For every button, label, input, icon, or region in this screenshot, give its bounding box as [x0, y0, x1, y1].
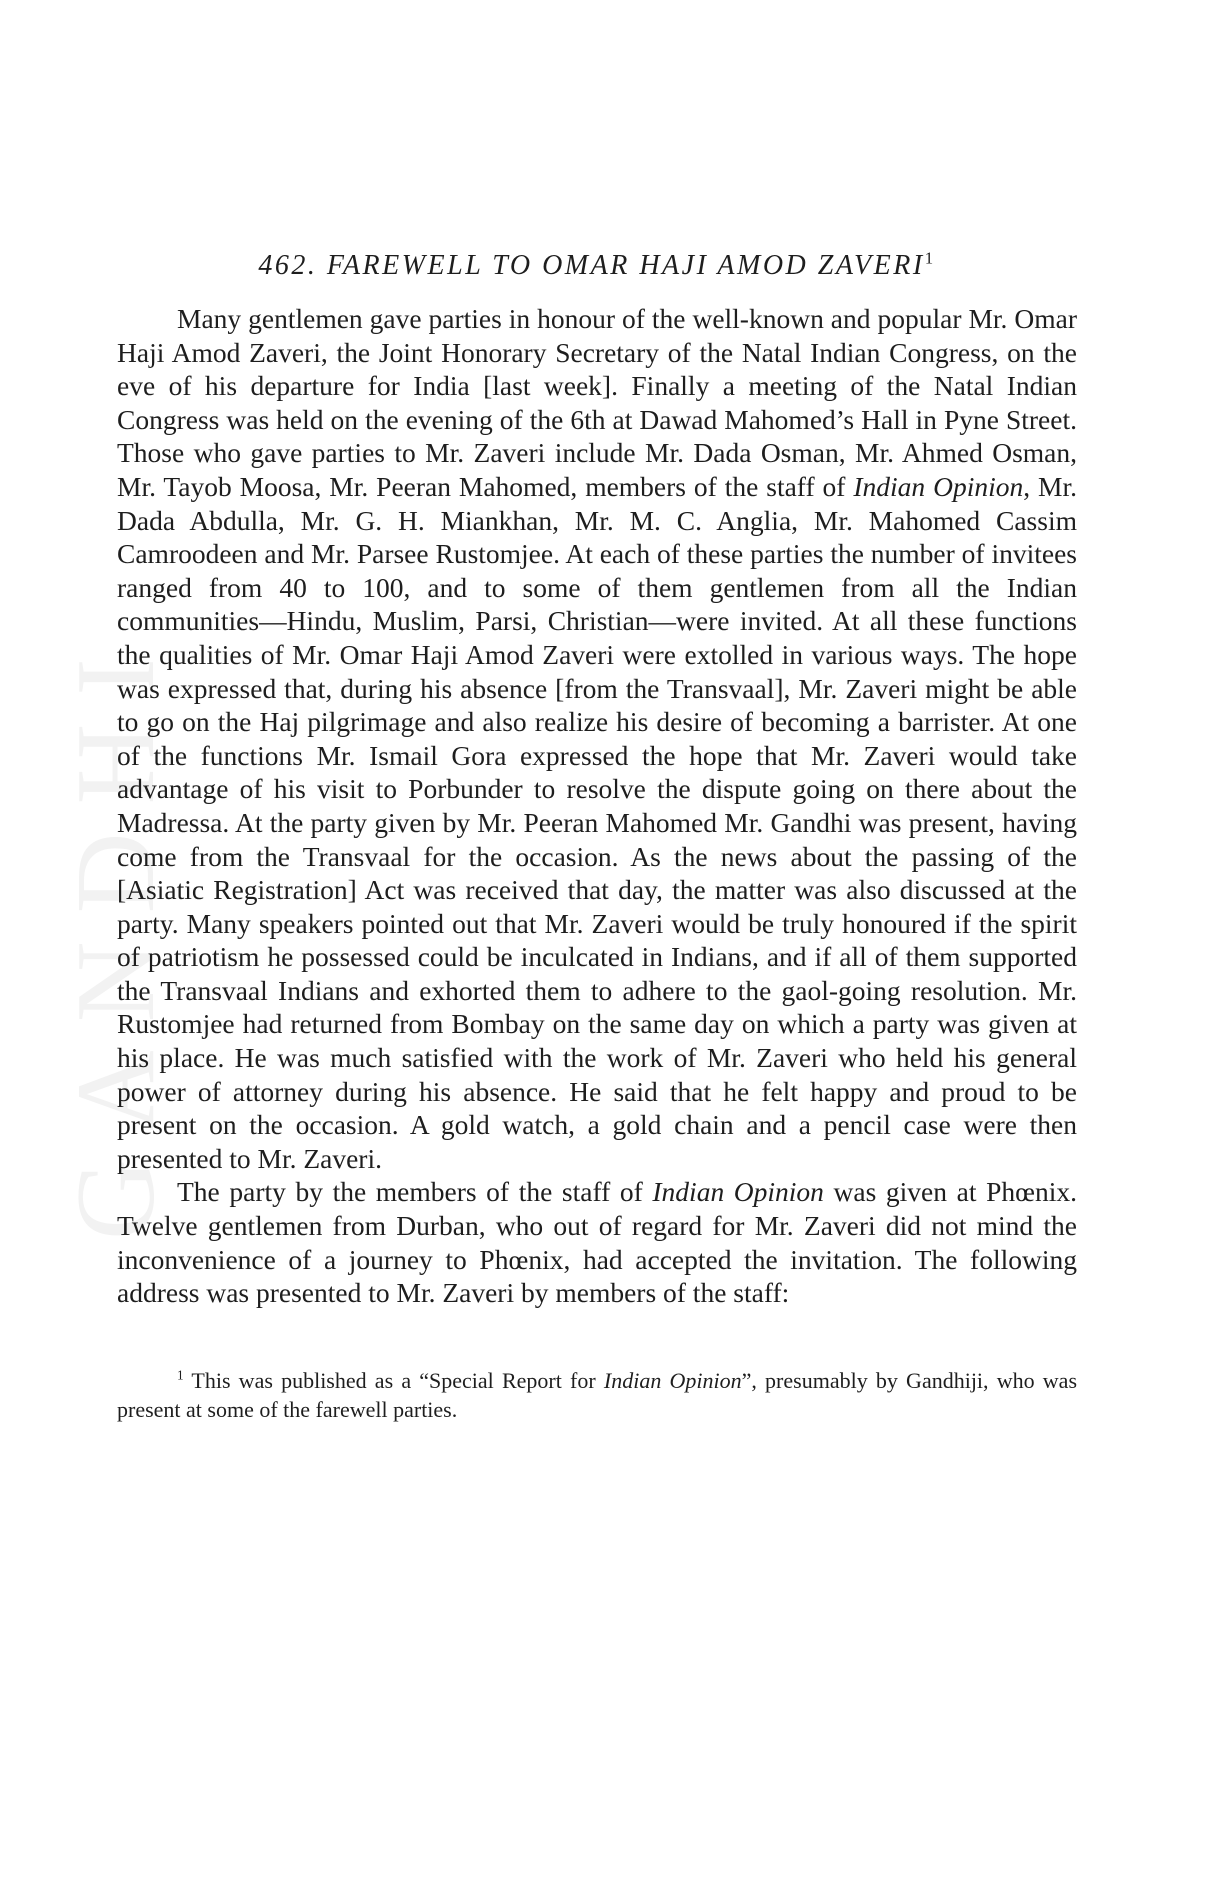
heading-number: 462.	[258, 250, 318, 281]
paragraph-1-text-b: , Mr. Dada Abdulla, Mr. G. H. Miankhan, Mr. M. C. Anglia, Mr. Mahomed Cassim Camroodeen and Mr. Parsee Rustomjee. At each of these parties the number of invitees ranged from 40 to 100, and to some of them gentlemen from all the Indian communities—Hindu, Muslim, Parsi, Christian—were invited. At all these functions the qualities of Mr. Omar Haji Amod Zaveri were extolled in various ways. The hope was expressed that, during his absence [from the Transvaal], Mr. Zaveri might be able to go on the Haj pilgrimage and also realize his desire of becoming a barrister. At one of the functions Mr. Ismail Gora expressed the hope that Mr. Zaveri would take advantage of his visit to Porbunder to resolve the dispute going on there about the Madressa. At the party given by Mr. Peeran Mahomed Mr. Gandhi was present, having come from the Transvaal for the occasion. As the news about the passing of the [Asiatic Registration] Act was received that day, the matter was also discussed at the party. Many speakers pointed out that Mr. Zaveri would be truly honoured if the spirit of patriotism he possessed could be inculcated in Indians, and if all of them supported the Transvaal Indians and exhorted them to adhere to the gaol-going resolution. Mr. Rustomjee had returned from Bombay on the same day on which a party was given at his place. He was much satisfied with the work of Mr. Zaveri who held his general power of attorney during his absence. He said that he felt happy and proud to be present on the occasion. A gold watch, a gold chain and a pencil case were then presented to Mr. Zaveri.	[117, 470, 1077, 1174]
paragraph-1-publication: Indian Opinion	[853, 470, 1024, 502]
paragraph-2-publication: Indian Opinion	[652, 1176, 824, 1208]
paragraph-2	[117, 1175, 1077, 1309]
heading-footnote-ref: 1	[924, 248, 936, 268]
footnote-marker: 1	[177, 1367, 184, 1383]
footnote-text-b: ”, presumably by Gandhiji, who was present at some of the farewell parties.	[117, 1367, 1078, 1422]
watermark: GANDHI	[54, 630, 178, 1240]
paragraph-2-text-a: The party by the members of the staff of	[177, 1176, 643, 1208]
paragraph-1	[117, 302, 1077, 1175]
paragraph-2-text-b: was given at Phœnix. Twelve gentlemen from Durban, who out of regard for Mr. Zaveri did not mind the inconvenience of a journey to Phœnix, had accepted the invitation. The following address was presented to Mr. Zaveri by members of the staff:	[117, 1176, 1077, 1309]
article-body	[117, 302, 1077, 1310]
footnote-text-a: This was published as a “Special Report for	[191, 1367, 596, 1393]
heading-title: FAREWELL TO OMAR HAJI AMOD ZAVERI	[326, 250, 925, 281]
section-heading	[117, 250, 1077, 282]
footnote	[117, 1366, 1077, 1424]
document-page	[117, 250, 1077, 1424]
paragraph-1-text-a: Many gentlemen gave parties in honour of the well-known and popular Mr. Omar Haji Amod Zaveri, the Joint Honorary Secretary of the Natal Indian Congress, on the eve of his departure for India [last week]. Finally a meeting of the Natal Indian Congress was held on the evening of the 6th at Dawad Mahomed’s Hall in Pyne Street. Those who gave parties to Mr. Zaveri include Mr. Dada Osman, Mr. Ahmed Osman, Mr. Tayob Moosa, Mr. Peeran Mahomed, members of the staff of	[117, 303, 1077, 502]
footnote-publication: Indian Opinion	[603, 1367, 742, 1393]
